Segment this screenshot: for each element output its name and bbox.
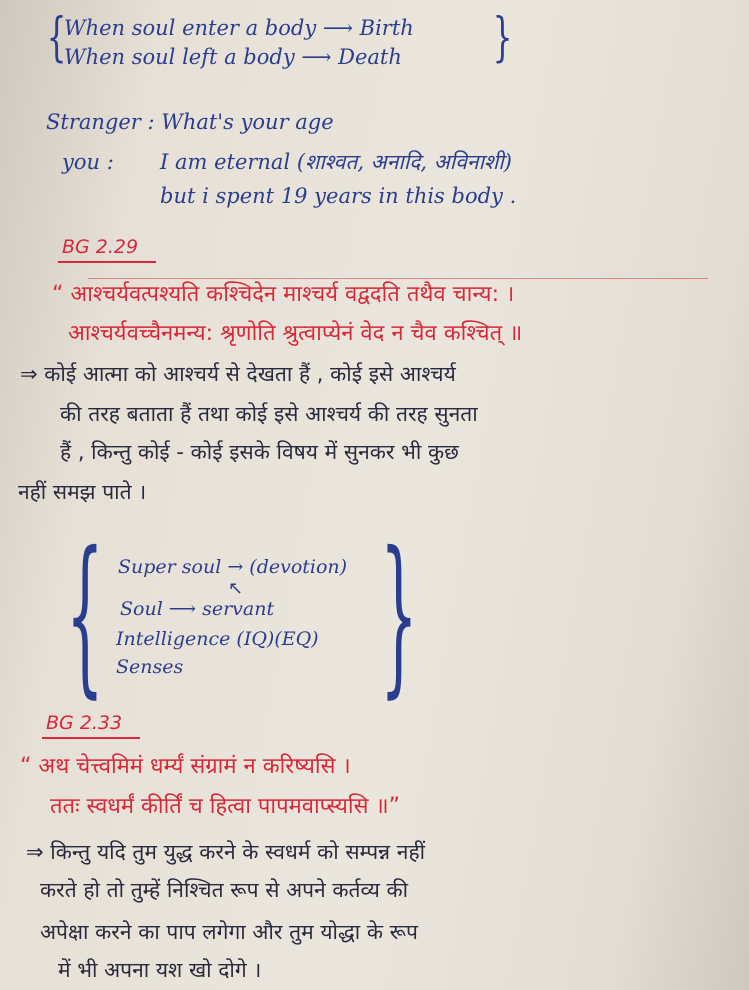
meaning-line-4: नहीं समझ पाते । (18, 480, 147, 504)
stranger-line: Stranger : What's your age (46, 110, 334, 134)
hierarchy-senses: Senses (116, 656, 184, 678)
you-label: you : (62, 150, 114, 174)
hierarchy-super-soul: Super soul → (devotion) (118, 556, 348, 578)
meaning-line-2: की तरह बताता हैं तथा कोई इसे आश्चर्य की तरह सुनता (60, 402, 478, 426)
hierarchy-right-brace: } (380, 516, 418, 714)
meaning-2-33-line-3: अपेक्षा करने का पाप लगेगा और तुम योद्धा के रूप (40, 920, 418, 944)
verse-ref-2-33-underline (42, 737, 140, 739)
meaning-line-1: ⇒ कोई आत्मा को आश्चर्य से देखता हैं , कोई इसे आश्चर्य (20, 362, 456, 386)
verse-ref-underline (58, 261, 156, 263)
death-line: When soul left a body ⟶ Death (64, 45, 402, 69)
sanskrit-line-2: आश्चर्यवच्चैनमन्य: श्रृणोति श्रुत्वाप्येनं वेद न चैव कश्चित् ॥ (68, 321, 523, 346)
sanskrit-line-1: “ आश्चर्यवत्पश्यति कश्चिदेन माश्चर्य वद्वदति तथैव चान्य: । (52, 282, 515, 307)
sanskrit-2-33-line-1: “ अथ चेत्त्वमिमं धर्म्यं संग्रामं न करिष्यसि । (20, 754, 351, 779)
right-brace: } (492, 8, 513, 68)
hierarchy-soul: Soul ⟶ servant (120, 598, 275, 620)
meaning-2-33-line-4: में भी अपना यश खो दोगे । (58, 958, 262, 982)
meaning-2-33-line-2: करते हो तो तुम्हें निश्चित रूप से अपने कर्तव्य की (40, 878, 409, 902)
hierarchy-left-brace: { (66, 516, 104, 714)
sanskrit-2-33-line-2: ततः स्वधर्मं कीर्तिं च हित्वा पापमवाप्स्यसि ॥” (50, 794, 401, 819)
up-arrow-icon: ↖ (228, 578, 244, 599)
verse-ref-2-29: BG 2.29 (62, 236, 139, 258)
sanskrit-line-1-rule (88, 278, 708, 279)
meaning-2-33-line-1: ⇒ किन्तु यदि तुम युद्ध करने के स्वधर्म को सम्पन्न नहीं (26, 840, 426, 864)
left-brace: { (46, 8, 67, 68)
meaning-line-3: हैं , किन्तु कोई - कोई इसके विषय में सुनकर भी कुछ (60, 440, 459, 464)
hierarchy-intelligence: Intelligence (IQ)(EQ) (116, 628, 319, 650)
you-line-2: but i spent 19 years in this body . (160, 184, 517, 208)
birth-line: When soul enter a body ⟶ Birth (64, 16, 414, 40)
you-line-1: I am eternal (शाश्वत, अनादि, अविनाशी) (160, 150, 512, 174)
verse-ref-2-33: BG 2.33 (46, 712, 123, 734)
